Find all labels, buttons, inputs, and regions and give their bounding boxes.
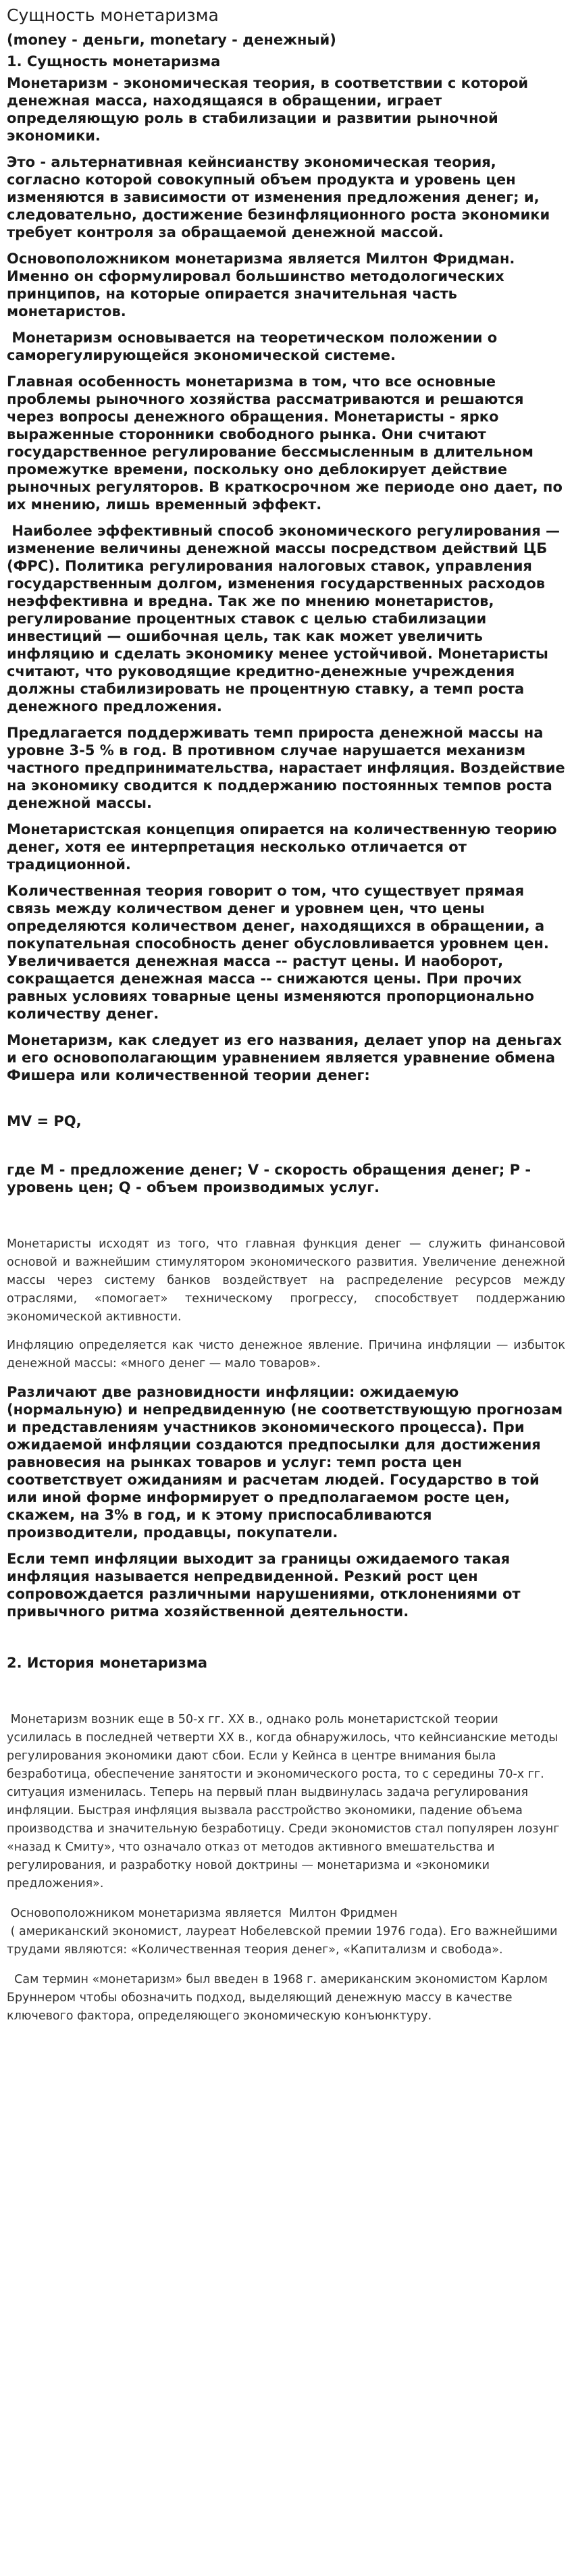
bold-paragraph: Это - альтернативная кейнсианству экономическая теория, согласно которой совокупный объем продукта и уровень цен изменяются в зависимости от изменения предложения денег; и, следовательно, достижение безинфляционного роста экономики требует контроля за обращаемой денежной массой.	[7, 154, 550, 240]
history-paragraph: Основоположником монетаризма является Милтон Фридмен ( американский экономист, лауреат Нобелевской премии 1976 года). Его важнейшими трудами являются: «Количественная теория денег», «Капитализм и свобода».	[7, 1907, 558, 1957]
page-subtitle: (money - деньги, monetary - денежный)	[7, 32, 336, 48]
bold-paragraph: Наиболее эффективный способ экономического регулирования — изменение величины денежной массы посредством действий ЦБ (ФРС). Политика регулирования налоговых ставок, управления государственным долгом, изменения государственных расходов неэффективна и вредна. Так же по мнению монетаристов, регулирование процентных ставок с целью стабилизации инвестиций — ошибочная цель, так как может увеличить инфляцию и сделать экономику менее устойчивой. Монетаристы считают, что руководящие кредитно-денежные учреждения должны стабилизировать не процентную ставку, а темп роста денежного предложения.	[7, 523, 565, 715]
bold-paragraph: Монетаризм основывается на теоретическом положении о саморегулирующейся экономической системе.	[7, 330, 502, 363]
bold-paragraph: Основоположником монетаризма является Милтон Фридман. Именно он сформулировал большинство методологических принципов, на которые опирается значительная часть монетаристов.	[7, 251, 515, 319]
history-paragraph: Сам термин «монетаризм» был введен в 1968 г. американским экономистом Карлом Бруннером чтобы обозначить подход, выделяющий денежную массу в качестве ключевого фактора, определяющего экономическую конъюнктуру.	[7, 1973, 552, 2023]
bold-paragraph: Если темп инфляции выходит за границы ожидаемого такая инфляция называется непредвиденной. Резкий рост цен сопровождается различными нарушениями, отклонениями от привычного ритма хозяйственной деятельности.	[7, 1551, 521, 1620]
section-1-heading: 1. Сущность монетаризма	[7, 53, 221, 70]
justified-paragraph: Монетаристы исходят из того, что главная функция денег — служить финансовой основой и важнейшим стимулятором экономического развития. Увеличение денежной массы через систему банков воздействует на распределение ресурсов между отраслями, «помогает» техническому прогрессу, способствует поддержанию экономической активности.	[7, 1237, 565, 1324]
bold-paragraph: Монетаризм, как следует из его названия, делает упор на деньгах и его основополагающим уравнением является уравнение обмена Фишера или количественной теории денег:	[7, 1032, 562, 1083]
section-2-heading: 2. История монетаризма	[7, 1655, 208, 1671]
equation-legend: где М - предложение денег; V - скорость обращения денег; Р - уровень цен; Q - объем производимых услуг.	[7, 1162, 531, 1195]
bold-paragraph: Различают две разновидности инфляции: ожидаемую (нормальную) и непредвиденную (не соответствующую прогнозам и представлениям участников экономического процесса). При ожидаемой инфляции создаются предпосылки для достижения равновесия на рынках товаров и услуг: темп роста цен соответствует ожиданиям и расчетам людей. Государство в той или иной форме информирует о предполагаемом росте цен, скажем, на 3% в год, и к этому приспосабливаются производители, продавцы, покупатели.	[7, 1384, 563, 1541]
bold-paragraph: Монетаризм - экономическая теория, в соответствии с которой денежная масса, находящаяся в обращении, играет определяющую роль в стабилизации и развитии рыночной экономики.	[7, 75, 529, 144]
justified-paragraph: Инфляцию определяется как чисто денежное явление. Причина инфляции — избыток денежной массы: «много денег — мало товаров».	[7, 1339, 565, 1370]
page-title: Сущность монетаризма	[7, 5, 219, 25]
exchange-equation: MV = PQ,	[7, 1113, 82, 1129]
bold-paragraph: Предлагается поддерживать темп прироста денежной массы на уровне 3-5 % в год. В противном случае нарушается механизм частного предпринимательства, нарастает инфляция. Воздействие на экономику сводится к поддержанию постоянных темпов роста денежной массы.	[7, 725, 565, 811]
bold-paragraph: Монетаристская концепция опирается на количественную теорию денег, хотя ее интерпретация несколько отличается от традиционной.	[7, 821, 557, 873]
bold-paragraph: Количественная теория говорит о том, что существует прямая связь между количеством денег и уровнем цен, что цены определяются количеством денег, находящихся в обращении, а покупательная способность денег обусловливается уровнем цен. Увеличивается денежная масса -- растут цены. И наоборот, сокращается денежная масса -- снижаются цены. При прочих равных условиях товарные цены изменяются пропорционально количеству денег.	[7, 883, 549, 1022]
history-paragraph: Монетаризм возник еще в 50-х гг. XX в., однако роль монетаристской теории усилилась в последней четверти XX в., когда обнаружилось, что кейнсианские методы регулирования экономики дают сбои. Если у Кейнса в центре внимания была безработица, обеспечение занятости и экономического роста, то с середины 70-х гг. ситуация изменилась. Теперь на первый план выдвинулась задача регулирования инфляции. Быстрая инфляция вызвала расстройство экономики, падение объема производства и значительную безработицу. Среди экономистов стал популярен лозунг «назад к Смиту», что означало отказ от методов активного вмешательства и регулирования, и разработку новой доктрины — монетаризма и «экономики предложения».	[7, 1713, 564, 1890]
bold-paragraph: Главная особенность монетаризма в том, что все основные проблемы рыночного хозяйства рассматриваются и решаются через вопросы денежного обращения. Монетаристы - ярко выраженные сторонники свободного рынка. Они считают государственное регулирование бессмысленным в длительном промежутке времени, поскольку оно деблокирует действие рыночных регуляторов. В краткосрочном же периоде оно дает, по их мнению, лишь временный эффект.	[7, 373, 563, 513]
